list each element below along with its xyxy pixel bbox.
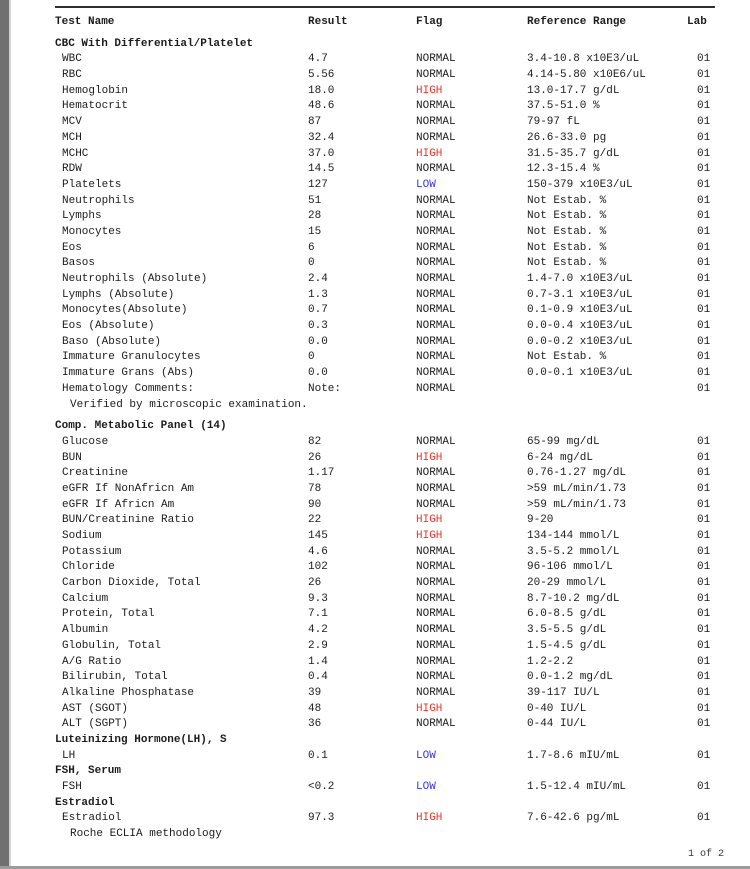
table-row — [0, 466, 750, 482]
result-cell: 0 — [308, 257, 315, 270]
result-cell: 37.0 — [308, 147, 335, 160]
reference-range-cell: Not Estab. % — [527, 351, 607, 364]
reference-range-cell: 1.5-4.5 g/dL — [527, 639, 607, 652]
lab-cell: 01 — [697, 288, 711, 301]
result-cell: 0.0 — [308, 367, 328, 380]
test-name-cell: BUN/Creatinine Ratio — [62, 514, 195, 527]
flag-cell: NORMAL — [416, 592, 456, 605]
lab-cell: 01 — [697, 561, 711, 574]
reference-range-cell: 0.7-3.1 x10E3/uL — [527, 288, 633, 301]
test-name-cell: Hematology Comments: — [62, 382, 195, 395]
lab-cell: 01 — [697, 781, 711, 793]
table-row — [0, 178, 750, 194]
table-row — [0, 52, 750, 68]
table-row — [0, 717, 750, 733]
test-name-cell: MCV — [62, 116, 82, 129]
lab-cell: 01 — [697, 304, 711, 317]
flag-cell: LOW — [416, 749, 436, 762]
flag-cell: NORMAL — [416, 686, 456, 699]
lab-cell: 01 — [697, 718, 711, 731]
table-row — [0, 319, 750, 335]
result-cell: 6 — [308, 241, 315, 254]
column-header-reference-range: Reference Range — [527, 16, 627, 28]
result-cell: 1.4 — [308, 655, 328, 668]
test-name-cell: Protein, Total — [62, 608, 155, 621]
result-cell: 2.9 — [308, 639, 328, 652]
reference-range-cell: 0-40 IU/L — [527, 702, 587, 715]
table-row — [0, 435, 750, 451]
result-cell: 14.5 — [308, 163, 335, 176]
test-name-cell: MCH — [62, 131, 82, 144]
section-title: FSH, Serum — [55, 765, 122, 778]
test-name-cell: FSH — [62, 781, 82, 793]
result-cell: 0.4 — [308, 671, 328, 684]
reference-range-cell: 0.0-0.2 x10E3/uL — [527, 335, 633, 348]
test-name-cell: Platelets — [62, 178, 122, 191]
flag-cell: NORMAL — [416, 639, 456, 652]
test-name-cell: Hemoglobin — [62, 84, 129, 97]
test-name-cell: ALT (SGPT) — [62, 718, 129, 731]
lab-cell: 01 — [697, 320, 711, 333]
reference-range-cell: 31.5-35.7 g/dL — [527, 147, 620, 160]
flag-cell: NORMAL — [416, 655, 456, 668]
flag-cell: NORMAL — [416, 561, 456, 574]
lab-cell: 01 — [697, 655, 711, 668]
reference-range-cell: 37.5-51.0 % — [527, 100, 600, 113]
table-row — [0, 115, 750, 131]
table-row — [0, 382, 750, 398]
table-row — [0, 303, 750, 319]
lab-cell: 01 — [697, 131, 711, 144]
test-name-cell: Alkaline Phosphatase — [62, 686, 195, 699]
test-name-cell: eGFR If NonAfricn Am — [62, 482, 195, 495]
table-row — [0, 498, 750, 514]
page-number: 1 of 2 — [688, 849, 725, 860]
table-row — [0, 639, 750, 655]
reference-range-cell: Not Estab. % — [527, 194, 607, 207]
flag-cell: HIGH — [416, 812, 443, 825]
result-cell: 15 — [308, 225, 322, 238]
page-edge-left — [0, 0, 11, 869]
flag-cell: LOW — [416, 178, 436, 191]
table-row — [0, 84, 750, 100]
flag-cell: HIGH — [416, 451, 443, 464]
lab-cell: 01 — [697, 577, 711, 590]
flag-cell: NORMAL — [416, 100, 456, 113]
test-name-cell: Carbon Dioxide, Total — [62, 577, 201, 590]
flag-cell: NORMAL — [416, 257, 456, 270]
result-cell: 4.2 — [308, 624, 328, 637]
flag-cell: NORMAL — [416, 131, 456, 144]
test-name-cell: Eos (Absolute) — [62, 320, 155, 333]
test-name-cell: RDW — [62, 163, 82, 176]
table-row — [0, 655, 750, 671]
flag-cell: NORMAL — [416, 351, 456, 364]
reference-range-cell: 1.4-7.0 x10E3/uL — [527, 273, 633, 285]
reference-range-cell: 1.2-2.2 — [527, 655, 574, 668]
flag-cell: NORMAL — [416, 624, 456, 637]
lab-cell: 01 — [697, 435, 711, 448]
flag-cell: NORMAL — [416, 382, 456, 395]
test-name-cell: Sodium — [62, 530, 102, 542]
flag-cell: NORMAL — [416, 116, 456, 129]
table-row — [0, 623, 750, 639]
table-header-row — [0, 15, 750, 31]
test-name-cell: Creatinine — [62, 467, 129, 480]
reference-range-cell: 20-29 mmol/L — [527, 577, 607, 590]
flag-cell: NORMAL — [416, 304, 456, 317]
test-name-cell: Lymphs — [62, 210, 102, 223]
result-cell: 87 — [308, 116, 322, 129]
result-cell: 1.17 — [308, 467, 335, 480]
result-cell: 48.6 — [308, 100, 335, 113]
table-row — [0, 335, 750, 351]
table-row — [0, 131, 750, 147]
lab-cell: 01 — [697, 367, 711, 380]
reference-range-cell: 1.5-12.4 mIU/mL — [527, 781, 627, 793]
reference-range-cell: Not Estab. % — [527, 241, 607, 254]
result-cell: <0.2 — [308, 781, 335, 793]
flag-cell: NORMAL — [416, 210, 456, 223]
flag-cell: NORMAL — [416, 467, 456, 480]
flag-cell: NORMAL — [416, 671, 456, 684]
lab-cell: 01 — [697, 116, 711, 129]
reference-range-cell: 6.0-8.5 g/dL — [527, 608, 607, 621]
lab-cell: 01 — [697, 498, 711, 511]
test-name-cell: Neutrophils — [62, 194, 135, 207]
flag-cell: NORMAL — [416, 335, 456, 348]
result-cell: 9.3 — [308, 592, 328, 605]
reference-range-cell: Not Estab. % — [527, 257, 607, 270]
lab-cell: 01 — [697, 514, 711, 527]
table-row — [0, 194, 750, 210]
lab-cell: 01 — [697, 530, 711, 542]
lab-cell: 01 — [697, 545, 711, 558]
table-row — [0, 513, 750, 529]
reference-range-cell: 12.3-15.4 % — [527, 163, 600, 176]
test-name-cell: MCHC — [62, 147, 89, 160]
lab-cell: 01 — [697, 624, 711, 637]
test-name-cell: Estradiol — [62, 812, 122, 825]
table-row — [0, 288, 750, 304]
test-name-cell: eGFR If Africn Am — [62, 498, 175, 511]
flag-cell: NORMAL — [416, 69, 456, 82]
reference-range-cell: 13.0-17.7 g/dL — [527, 84, 620, 97]
lab-cell: 01 — [697, 382, 711, 395]
result-cell: 5.56 — [308, 69, 335, 82]
lab-cell: 01 — [697, 351, 711, 364]
reference-range-cell: Not Estab. % — [527, 225, 607, 238]
table-row — [0, 670, 750, 686]
reference-range-cell: >59 mL/min/1.73 — [527, 498, 627, 511]
lab-cell: 01 — [697, 147, 711, 160]
test-name-cell: Bilirubin, Total — [62, 671, 168, 684]
result-cell: 97.3 — [308, 812, 335, 825]
result-cell: 4.6 — [308, 545, 328, 558]
result-cell: 7.1 — [308, 608, 328, 621]
reference-range-cell: 3.5-5.5 g/dL — [527, 624, 607, 637]
table-row — [0, 451, 750, 467]
lab-cell: 01 — [697, 467, 711, 480]
table-top-rule — [55, 6, 715, 8]
result-note: Roche ECLIA methodology — [70, 828, 222, 841]
reference-range-cell: 0.1-0.9 x10E3/uL — [527, 304, 633, 317]
lab-cell: 01 — [697, 257, 711, 270]
lab-cell: 01 — [697, 178, 711, 191]
lab-cell: 01 — [697, 608, 711, 621]
result-cell: 145 — [308, 530, 328, 542]
column-header-test-name: Test Name — [55, 16, 115, 28]
lab-cell: 01 — [697, 451, 711, 464]
table-row — [0, 256, 750, 272]
table-row — [0, 350, 750, 366]
lab-cell: 01 — [697, 225, 711, 238]
lab-cell: 01 — [697, 69, 711, 82]
lab-cell: 01 — [697, 482, 711, 495]
reference-range-cell: >59 mL/min/1.73 — [527, 482, 627, 495]
test-name-cell: RBC — [62, 69, 82, 82]
flag-cell: NORMAL — [416, 53, 456, 66]
reference-range-cell: 0.76-1.27 mg/dL — [527, 467, 627, 480]
result-cell: 90 — [308, 498, 322, 511]
flag-cell: NORMAL — [416, 435, 456, 448]
table-row — [0, 68, 750, 84]
test-name-cell: Globulin, Total — [62, 639, 162, 652]
flag-cell: HIGH — [416, 530, 443, 542]
result-cell: 18.0 — [308, 84, 335, 97]
reference-range-cell: 0.0-0.4 x10E3/uL — [527, 320, 633, 333]
lab-cell: 01 — [697, 241, 711, 254]
result-cell: 82 — [308, 435, 322, 448]
table-row — [0, 272, 750, 288]
reference-range-cell: 9-20 — [527, 514, 554, 527]
table-row — [0, 811, 750, 827]
result-cell: 26 — [308, 577, 322, 590]
table-body — [0, 37, 750, 843]
result-cell: 28 — [308, 210, 322, 223]
result-cell: 102 — [308, 561, 328, 574]
section-title: CBC With Differential/Platelet — [55, 37, 254, 50]
test-name-cell: Lymphs (Absolute) — [62, 288, 175, 301]
flag-cell: NORMAL — [416, 545, 456, 558]
result-cell: 0.1 — [308, 749, 328, 762]
reference-range-cell: 65-99 mg/dL — [527, 435, 600, 448]
result-cell: 127 — [308, 178, 328, 191]
table-row — [0, 545, 750, 561]
test-name-cell: AST (SGOT) — [62, 702, 129, 715]
lab-cell: 01 — [697, 812, 711, 825]
column-header-flag: Flag — [416, 16, 443, 28]
flag-cell: HIGH — [416, 702, 443, 715]
lab-cell: 01 — [697, 53, 711, 66]
table-row — [0, 749, 750, 765]
flag-cell: NORMAL — [416, 288, 456, 301]
test-name-cell: Glucose — [62, 435, 109, 448]
lab-cell: 01 — [697, 686, 711, 699]
reference-range-cell: 0.0-1.2 mg/dL — [527, 671, 613, 684]
column-header-result: Result — [308, 16, 348, 28]
result-cell: 48 — [308, 702, 322, 715]
table-row — [0, 592, 750, 608]
result-cell: 2.4 — [308, 273, 328, 285]
reference-range-cell: 26.6-33.0 pg — [527, 131, 607, 144]
table-row — [0, 241, 750, 257]
test-name-cell: LH — [62, 749, 76, 762]
test-name-cell: Monocytes — [62, 225, 122, 238]
table-row — [0, 162, 750, 178]
table-row — [0, 366, 750, 382]
flag-cell: NORMAL — [416, 498, 456, 511]
table-row — [0, 576, 750, 592]
test-name-cell: Potassium — [62, 545, 122, 558]
table-row — [0, 780, 750, 796]
section-title: Luteinizing Hormone(LH), S — [55, 733, 227, 746]
flag-cell: NORMAL — [416, 320, 456, 333]
result-cell: 39 — [308, 686, 322, 699]
flag-cell: NORMAL — [416, 225, 456, 238]
test-name-cell: BUN — [62, 451, 82, 464]
lab-cell: 01 — [697, 194, 711, 207]
result-cell: 1.3 — [308, 288, 328, 301]
flag-cell: NORMAL — [416, 577, 456, 590]
flag-cell: NORMAL — [416, 608, 456, 621]
table-row — [0, 225, 750, 241]
column-header-lab: Lab — [687, 16, 707, 28]
table-row — [0, 686, 750, 702]
flag-cell: NORMAL — [416, 194, 456, 207]
result-cell: 4.7 — [308, 53, 328, 66]
test-name-cell: Baso (Absolute) — [62, 335, 162, 348]
test-name-cell: Hematocrit — [62, 100, 129, 113]
reference-range-cell: 8.7-10.2 mg/dL — [527, 592, 620, 605]
result-cell: 26 — [308, 451, 322, 464]
flag-cell: LOW — [416, 781, 436, 793]
reference-range-cell: 1.7-8.6 mIU/mL — [527, 749, 620, 762]
flag-cell: NORMAL — [416, 482, 456, 495]
lab-cell: 01 — [697, 210, 711, 223]
table-row — [0, 147, 750, 163]
reference-range-cell: 7.6-42.6 pg/mL — [527, 812, 620, 825]
result-cell: 22 — [308, 514, 322, 527]
table-row — [0, 529, 750, 545]
reference-range-cell: 150-379 x10E3/uL — [527, 178, 633, 191]
result-cell: 0 — [308, 351, 315, 364]
result-cell: 36 — [308, 718, 322, 731]
lab-cell: 01 — [697, 671, 711, 684]
table-row — [0, 209, 750, 225]
result-note: Verified by microscopic examination. — [70, 398, 308, 411]
reference-range-cell: 3.5-5.2 mmol/L — [527, 545, 620, 558]
reference-range-cell: 96-106 mmol/L — [527, 561, 613, 574]
lab-cell: 01 — [697, 163, 711, 176]
flag-cell: NORMAL — [416, 273, 456, 285]
section-title: Comp. Metabolic Panel (14) — [55, 420, 227, 433]
flag-cell: NORMAL — [416, 367, 456, 380]
reference-range-cell: Not Estab. % — [527, 210, 607, 223]
result-cell: Note: — [308, 382, 342, 395]
test-name-cell: Basos — [62, 257, 96, 270]
result-cell: 0.3 — [308, 320, 328, 333]
table-row — [0, 482, 750, 498]
lab-cell: 01 — [697, 273, 711, 285]
test-name-cell: Immature Granulocytes — [62, 351, 201, 364]
reference-range-cell: 3.4-10.8 x10E3/uL — [527, 53, 640, 66]
test-name-cell: WBC — [62, 53, 82, 66]
flag-cell: NORMAL — [416, 718, 456, 731]
test-name-cell: Eos — [62, 241, 82, 254]
test-name-cell: Immature Grans (Abs) — [62, 367, 195, 380]
table-row — [0, 560, 750, 576]
flag-cell: HIGH — [416, 84, 443, 97]
table-row — [0, 99, 750, 115]
lab-cell: 01 — [697, 335, 711, 348]
test-name-cell: Monocytes(Absolute) — [62, 304, 188, 317]
result-cell: 32.4 — [308, 131, 335, 144]
section-title: Estradiol — [55, 796, 115, 809]
table-row — [0, 607, 750, 623]
flag-cell: NORMAL — [416, 163, 456, 176]
reference-range-cell: 39-117 IU/L — [527, 686, 600, 699]
lab-cell: 01 — [697, 100, 711, 113]
flag-cell: HIGH — [416, 514, 443, 527]
report-content — [0, 15, 750, 843]
result-cell: 0.7 — [308, 304, 328, 317]
lab-cell: 01 — [697, 639, 711, 652]
lab-cell: 01 — [697, 749, 711, 762]
result-cell: 51 — [308, 194, 322, 207]
test-name-cell: Calcium — [62, 592, 109, 605]
reference-range-cell: 0.0-0.1 x10E3/uL — [527, 367, 633, 380]
result-cell: 78 — [308, 482, 322, 495]
flag-cell: NORMAL — [416, 241, 456, 254]
result-cell: 0.0 — [308, 335, 328, 348]
lab-cell: 01 — [697, 702, 711, 715]
reference-range-cell: 79-97 fL — [527, 116, 580, 129]
reference-range-cell: 4.14-5.80 x10E6/uL — [527, 69, 646, 82]
reference-range-cell: 134-144 mmol/L — [527, 530, 620, 542]
test-name-cell: Chloride — [62, 561, 115, 574]
table-row — [0, 702, 750, 718]
test-name-cell: A/G Ratio — [62, 655, 122, 668]
lab-cell: 01 — [697, 84, 711, 97]
reference-range-cell: 0-44 IU/L — [527, 718, 587, 731]
test-name-cell: Albumin — [62, 624, 109, 637]
flag-cell: HIGH — [416, 147, 443, 160]
lab-cell: 01 — [697, 592, 711, 605]
test-name-cell: Neutrophils (Absolute) — [62, 273, 208, 285]
reference-range-cell: 6-24 mg/dL — [527, 451, 594, 464]
